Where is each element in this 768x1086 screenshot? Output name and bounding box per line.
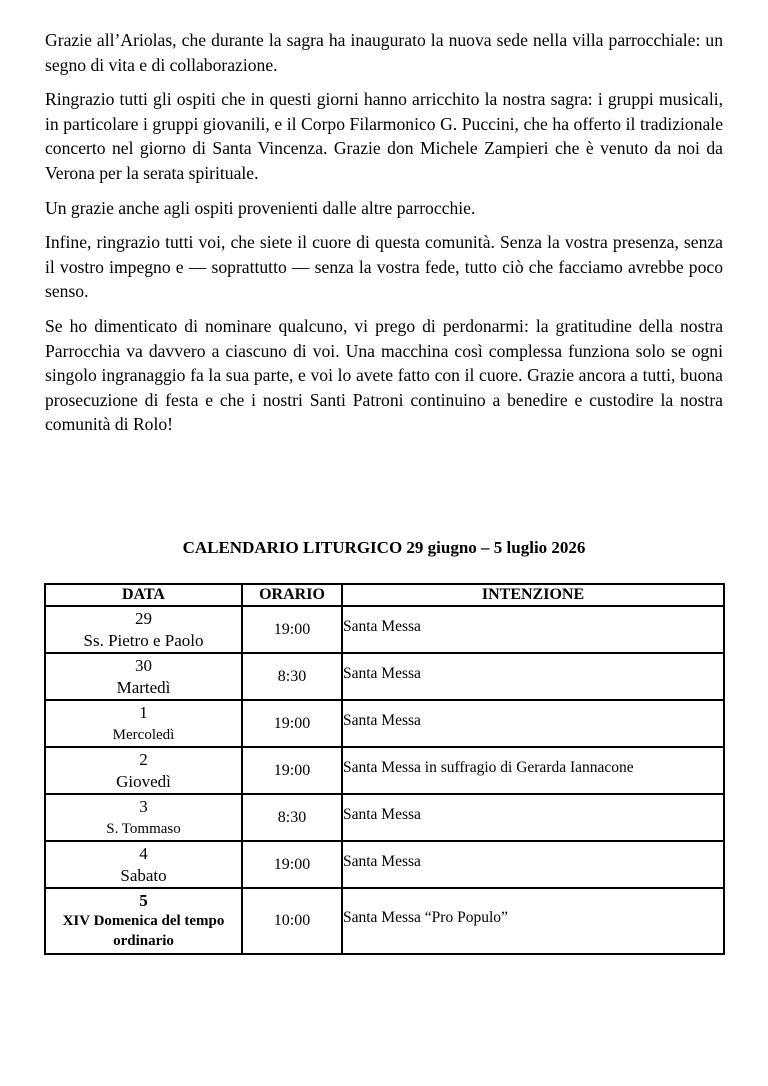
day-number: 1: [139, 702, 148, 722]
table-row: [45, 747, 724, 794]
day-name: Mercoledì: [112, 726, 175, 743]
header-data: DATA: [45, 584, 242, 606]
intention-cell: [342, 606, 724, 653]
date-cell: [45, 841, 242, 888]
time-cell: 8:30: [242, 653, 342, 700]
table-row: [45, 700, 724, 747]
day-number: 3: [139, 796, 148, 816]
header-intenzione: INTENZIONE: [342, 584, 724, 606]
intention-text: Santa Messa: [343, 805, 421, 823]
intention-text: Santa Messa: [343, 617, 421, 635]
intention-text: Santa Messa “Pro Populo”: [343, 909, 508, 926]
table-row: [45, 606, 724, 653]
day-name: Giovedì: [116, 771, 171, 791]
day-name: Ss. Pietro e Paolo: [83, 630, 204, 650]
table-row: [45, 794, 724, 841]
day-number: 4: [139, 843, 148, 863]
time-cell: 19:00: [242, 606, 342, 653]
calendar-table: [44, 583, 725, 955]
day-number: 5: [139, 891, 148, 910]
intention-cell: [342, 888, 724, 954]
day-number: 30: [135, 655, 152, 675]
time-cell: 19:00: [242, 700, 342, 747]
paragraph: Se ho dimenticato di nominare qualcuno, vi prego di perdonarmi: la gratitudine della nostra Parrocchia va davvero a ciascuno di voi. Una macchina così complessa funziona solo se ogni singolo ingranaggio fa la sua parte, e voi lo avete fatto con il cuore. Grazie ancora a tutti, buona prosecuzione di festa e che i nostri Santi Patroni continuino a benedire e custodire la nostra comunità di Rolo!: [45, 315, 723, 435]
intention-text: Santa Messa in suffragio di Gerarda Iannacone: [343, 758, 634, 776]
date-cell: [45, 747, 242, 794]
body-text: [45, 28, 723, 447]
paragraph: Un grazie anche agli ospiti provenienti dalle altre parrocchie.: [45, 197, 476, 218]
intention-text: Santa Messa: [343, 711, 421, 729]
paragraph: Infine, ringrazio tutti voi, che siete il cuore di questa comunità. Senza la vostra presenza, senza il vostro impegno e — soprattutto — senza la vostra fede, tutto ciò che facciamo avrebbe poco senso.: [45, 232, 723, 302]
intention-cell: [342, 794, 724, 841]
intention-cell: [342, 700, 724, 747]
time-cell: 10:00: [242, 888, 342, 954]
time-cell: 19:00: [242, 747, 342, 794]
paragraph: Ringrazio tutti gli ospiti che in questi giorni hanno arricchito la nostra sagra: i gruppi musicali, in particolare i gruppi giovanili, e il Corpo Filarmonico G. Puccini, che ha offerto il tradizionale concerto nel giorno di Santa Vincenza. Grazie don Michele Zampieri che è venuto da noi da Verona per la serata spirituale.: [45, 89, 723, 183]
time-cell: 8:30: [242, 794, 342, 841]
day-number: 2: [139, 749, 148, 769]
date-cell: [45, 606, 242, 653]
day-name: XIV Domenica del tempo ordinario: [62, 913, 225, 949]
date-cell: [45, 653, 242, 700]
table-row: [45, 888, 724, 954]
header-orario: ORARIO: [242, 584, 342, 606]
day-name: Martedì: [116, 677, 171, 697]
time-cell: 19:00: [242, 841, 342, 888]
intention-cell: [342, 841, 724, 888]
intention-text: Santa Messa: [343, 664, 421, 682]
table-row: [45, 841, 724, 888]
intention-text: Santa Messa: [343, 852, 421, 870]
day-number: 29: [135, 608, 152, 628]
intention-cell: [342, 653, 724, 700]
date-cell: [45, 888, 242, 954]
intention-cell: [342, 747, 724, 794]
table-row: [45, 653, 724, 700]
date-cell: [45, 794, 242, 841]
day-name: Sabato: [120, 865, 167, 885]
table-header-row: [45, 584, 724, 606]
calendar-title: CALENDARIO LITURGICO 29 giugno – 5 luglio 2026: [182, 538, 586, 557]
day-name: S. Tommaso: [106, 820, 181, 837]
paragraph: Grazie all’Ariolas, che durante la sagra ha inaugurato la nuova sede nella villa parrocchiale: un segno di vita e di collaborazione.: [45, 30, 723, 75]
date-cell: [45, 700, 242, 747]
